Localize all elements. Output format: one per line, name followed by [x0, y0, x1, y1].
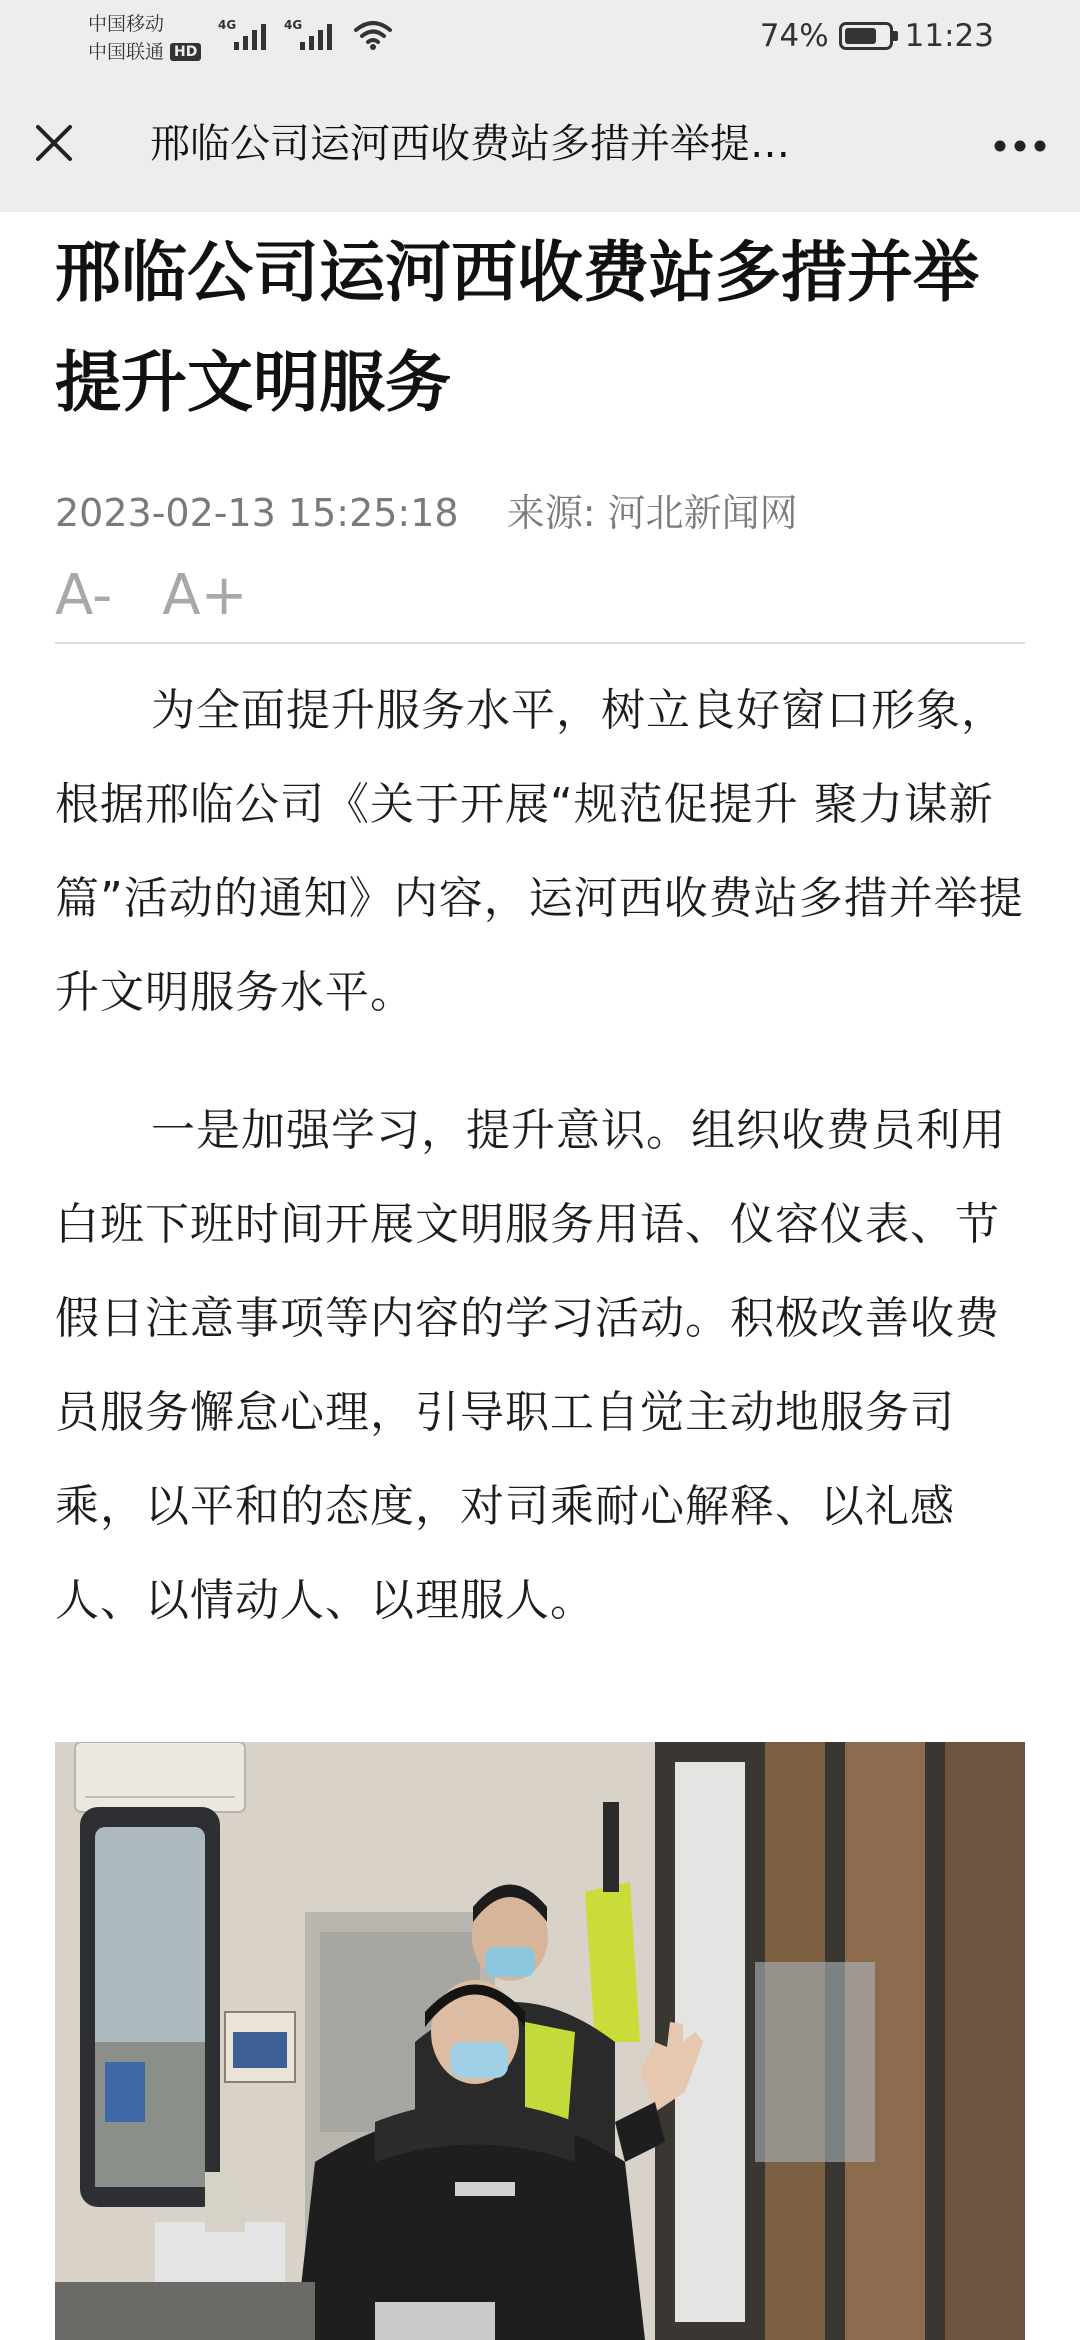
carrier-2: 中国联通	[88, 41, 165, 63]
signal-icon	[234, 24, 266, 50]
carrier-row-2	[88, 38, 201, 66]
status-bar	[0, 0, 1080, 78]
publish-datetime: 2023-02-13 15:25:18	[55, 491, 459, 535]
article	[55, 212, 1025, 1648]
carrier-row-1	[88, 10, 201, 38]
source-name: 河北新闻网	[607, 491, 798, 535]
article-meta	[55, 488, 1025, 538]
article-photo	[55, 1742, 1025, 2340]
battery-icon	[839, 22, 893, 50]
network-type-2: 4G	[284, 18, 303, 32]
signal-2	[284, 18, 332, 50]
status-right	[760, 18, 994, 54]
clock: 11:23	[904, 18, 994, 54]
hd-badge: HD	[170, 43, 201, 61]
more-button[interactable]	[988, 118, 1052, 174]
more-dots-icon	[993, 139, 1047, 153]
battery-fill	[845, 28, 876, 44]
signal-indicators	[218, 20, 392, 50]
font-decrease-button[interactable]: A-	[55, 562, 113, 628]
signal-icon	[300, 24, 332, 50]
nav-title: 邢临公司运河西收费站多措并举提…	[150, 121, 790, 167]
font-increase-button[interactable]: A+	[162, 562, 248, 628]
close-icon	[34, 123, 74, 163]
font-size-controls	[55, 558, 1025, 644]
source-label: 来源:	[506, 491, 596, 535]
article-title: 邢临公司运河西收费站多措并举提升文明服务	[55, 234, 979, 421]
nav-bar	[0, 78, 1080, 212]
signal-1	[218, 18, 266, 50]
battery-percent: 74%	[759, 18, 829, 54]
close-button[interactable]	[24, 113, 84, 173]
toll-booth-photo	[55, 1742, 1025, 2340]
wifi-icon	[354, 20, 392, 50]
carrier-info	[88, 10, 201, 66]
carrier-1: 中国移动	[88, 13, 165, 35]
article-paragraph: 一是加强学习，提升意识。组织收费员利用白班下班时间开展文明服务用语、仪容仪表、节假日注意事项等内容的学习活动。积极改善收费员服务懈怠心理，引导职工自觉主动地服务司乘，以平和的态度，对司乘耐心解释、以礼感人、以情动人、以理服人。	[55, 1105, 1006, 1626]
network-type-1: 4G	[218, 18, 237, 32]
article-paragraph: 为全面提升服务水平，树立良好窗口形象，根据邢临公司《关于开展“规范促提升 聚力谋新篇”活动的通知》内容，运河西收费站多措并举提升文明服务水平。	[55, 685, 1024, 1018]
